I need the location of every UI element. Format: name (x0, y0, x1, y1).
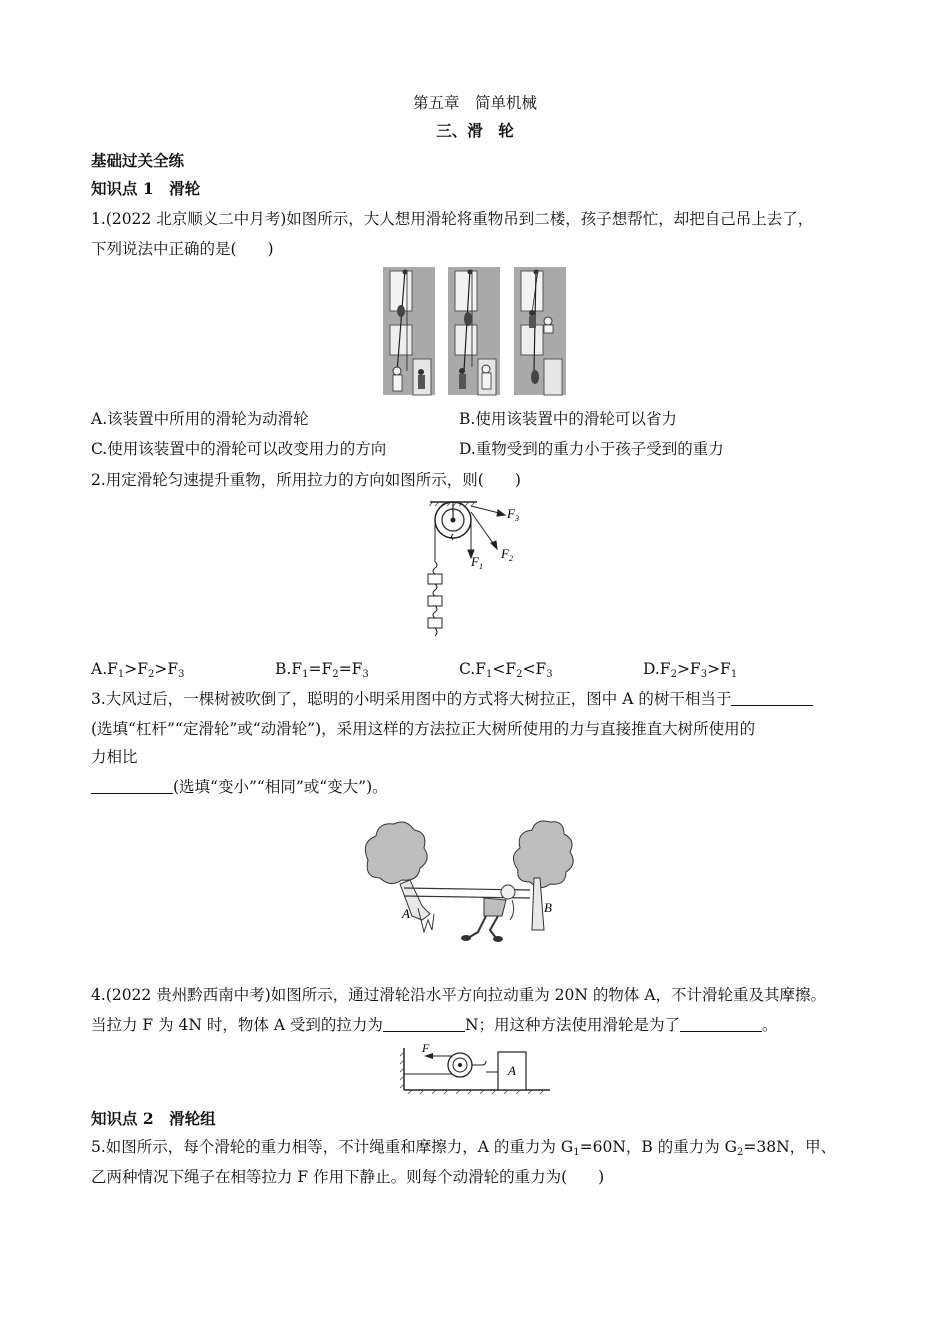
q2-option-c: $C.F_1<F_2<F_3$ (459, 660, 553, 680)
q5-stem-line2: 乙两种情况下绳子在相等拉力 F 作用下静止。则每个动滑轮的重力为( ) (91, 1168, 605, 1186)
label-a: A (508, 1063, 516, 1078)
q3-stem-line2: (选填“杠杆”“定滑轮”或“动滑轮”)，采用这样的方法拉正大树所使用的力与直接推直大树所使用的 (91, 720, 756, 738)
q1-option-b: B.使用该装置中的滑轮可以省力 (459, 410, 677, 428)
q1-panel-3 (514, 267, 566, 395)
q2-pulley-figure (425, 500, 535, 650)
knowledge-point-2-title: 知识点 2 滑轮组 (91, 1109, 216, 1128)
q2-stem: 2.用定滑轮匀速提升重物，所用拉力的方向如图所示，则( ) (91, 471, 521, 489)
q1-panel-1 (383, 267, 435, 395)
q1-panel-2 (448, 267, 500, 395)
chapter-title: 第五章 简单机械 (412, 94, 537, 112)
label-f1: $F_1$ (471, 554, 483, 571)
q1-building-figure (383, 267, 567, 395)
q2-option-b: $B.F_1=F_2=F_3$ (275, 660, 369, 680)
heading-basic: 基础过关全练 (91, 151, 185, 170)
label-f: F (422, 1041, 430, 1055)
q2-option-d: $D.F_2>F_3>F_1$ (643, 660, 738, 680)
fallen-tree-a (365, 822, 434, 932)
q3-answer-blank-1[interactable] (731, 689, 813, 706)
weight-chain (428, 562, 442, 636)
q4-answer-blank-1[interactable] (383, 1015, 465, 1032)
q1-stem-line2: 下列说法中正确的是( ) (91, 240, 274, 258)
q4-answer-blank-2[interactable] (680, 1015, 762, 1032)
q4-stem-line1: 4.(2022 贵州黔西南中考)如图所示，通过滑轮沿水平方向拉动重为 20N 的物体 A，不计滑轮重及其摩擦。 (91, 986, 827, 1004)
q5-stem-line1: 5.如图所示，每个滑轮的重力相等，不计绳重和摩擦力，A 的重力为 $G_1=60N$，B 的重力为 $G_2=38N$，甲、 (91, 1138, 837, 1158)
label-f2: $F_2$ (501, 546, 513, 563)
label-a: A (402, 906, 410, 921)
q2-option-a: $A.F_1>F_2>F_3$ (91, 660, 185, 680)
q3-answer-blank-2[interactable] (91, 777, 173, 794)
q3-stem-line1: 3.大风过后，一棵树被吹倒了，聪明的小明采用图中的方式将大树拉正，图中 A 的树干相当于 (91, 688, 813, 710)
section-title: 三、滑 轮 (436, 121, 514, 140)
label-f3: $F_3$ (507, 506, 519, 523)
q1-option-d: D.重物受到的重力小于孩子受到的重力 (459, 440, 724, 458)
q3-tree-figure (360, 820, 575, 950)
knowledge-point-1-title: 知识点 1 滑轮 (91, 179, 201, 198)
q3-stem-line4: (选填“变小”“相同”或“变大”)。 (91, 776, 388, 798)
q3-stem-line3: 力相比 (91, 748, 138, 766)
boy-pulling (461, 885, 515, 942)
q1-option-c: C.使用该装置中的滑轮可以改变用力的方向 (91, 440, 387, 458)
q1-stem-line1: 1.(2022 北京顺义二中月考)如图所示，大人想用滑轮将重物吊到二楼，孩子想帮忙，却把自己吊上去了， (91, 210, 814, 228)
q4-pulley-figure (402, 1042, 552, 1094)
q4-stem-line2: 当拉力 F 为 4N 时，物体 A 受到的拉力为 N；用这种方法使用滑轮是为了 。 (91, 1016, 778, 1034)
q1-option-a: A.该装置中所用的滑轮为动滑轮 (91, 410, 309, 428)
force-arrows (468, 506, 505, 558)
label-b: B (544, 900, 552, 915)
